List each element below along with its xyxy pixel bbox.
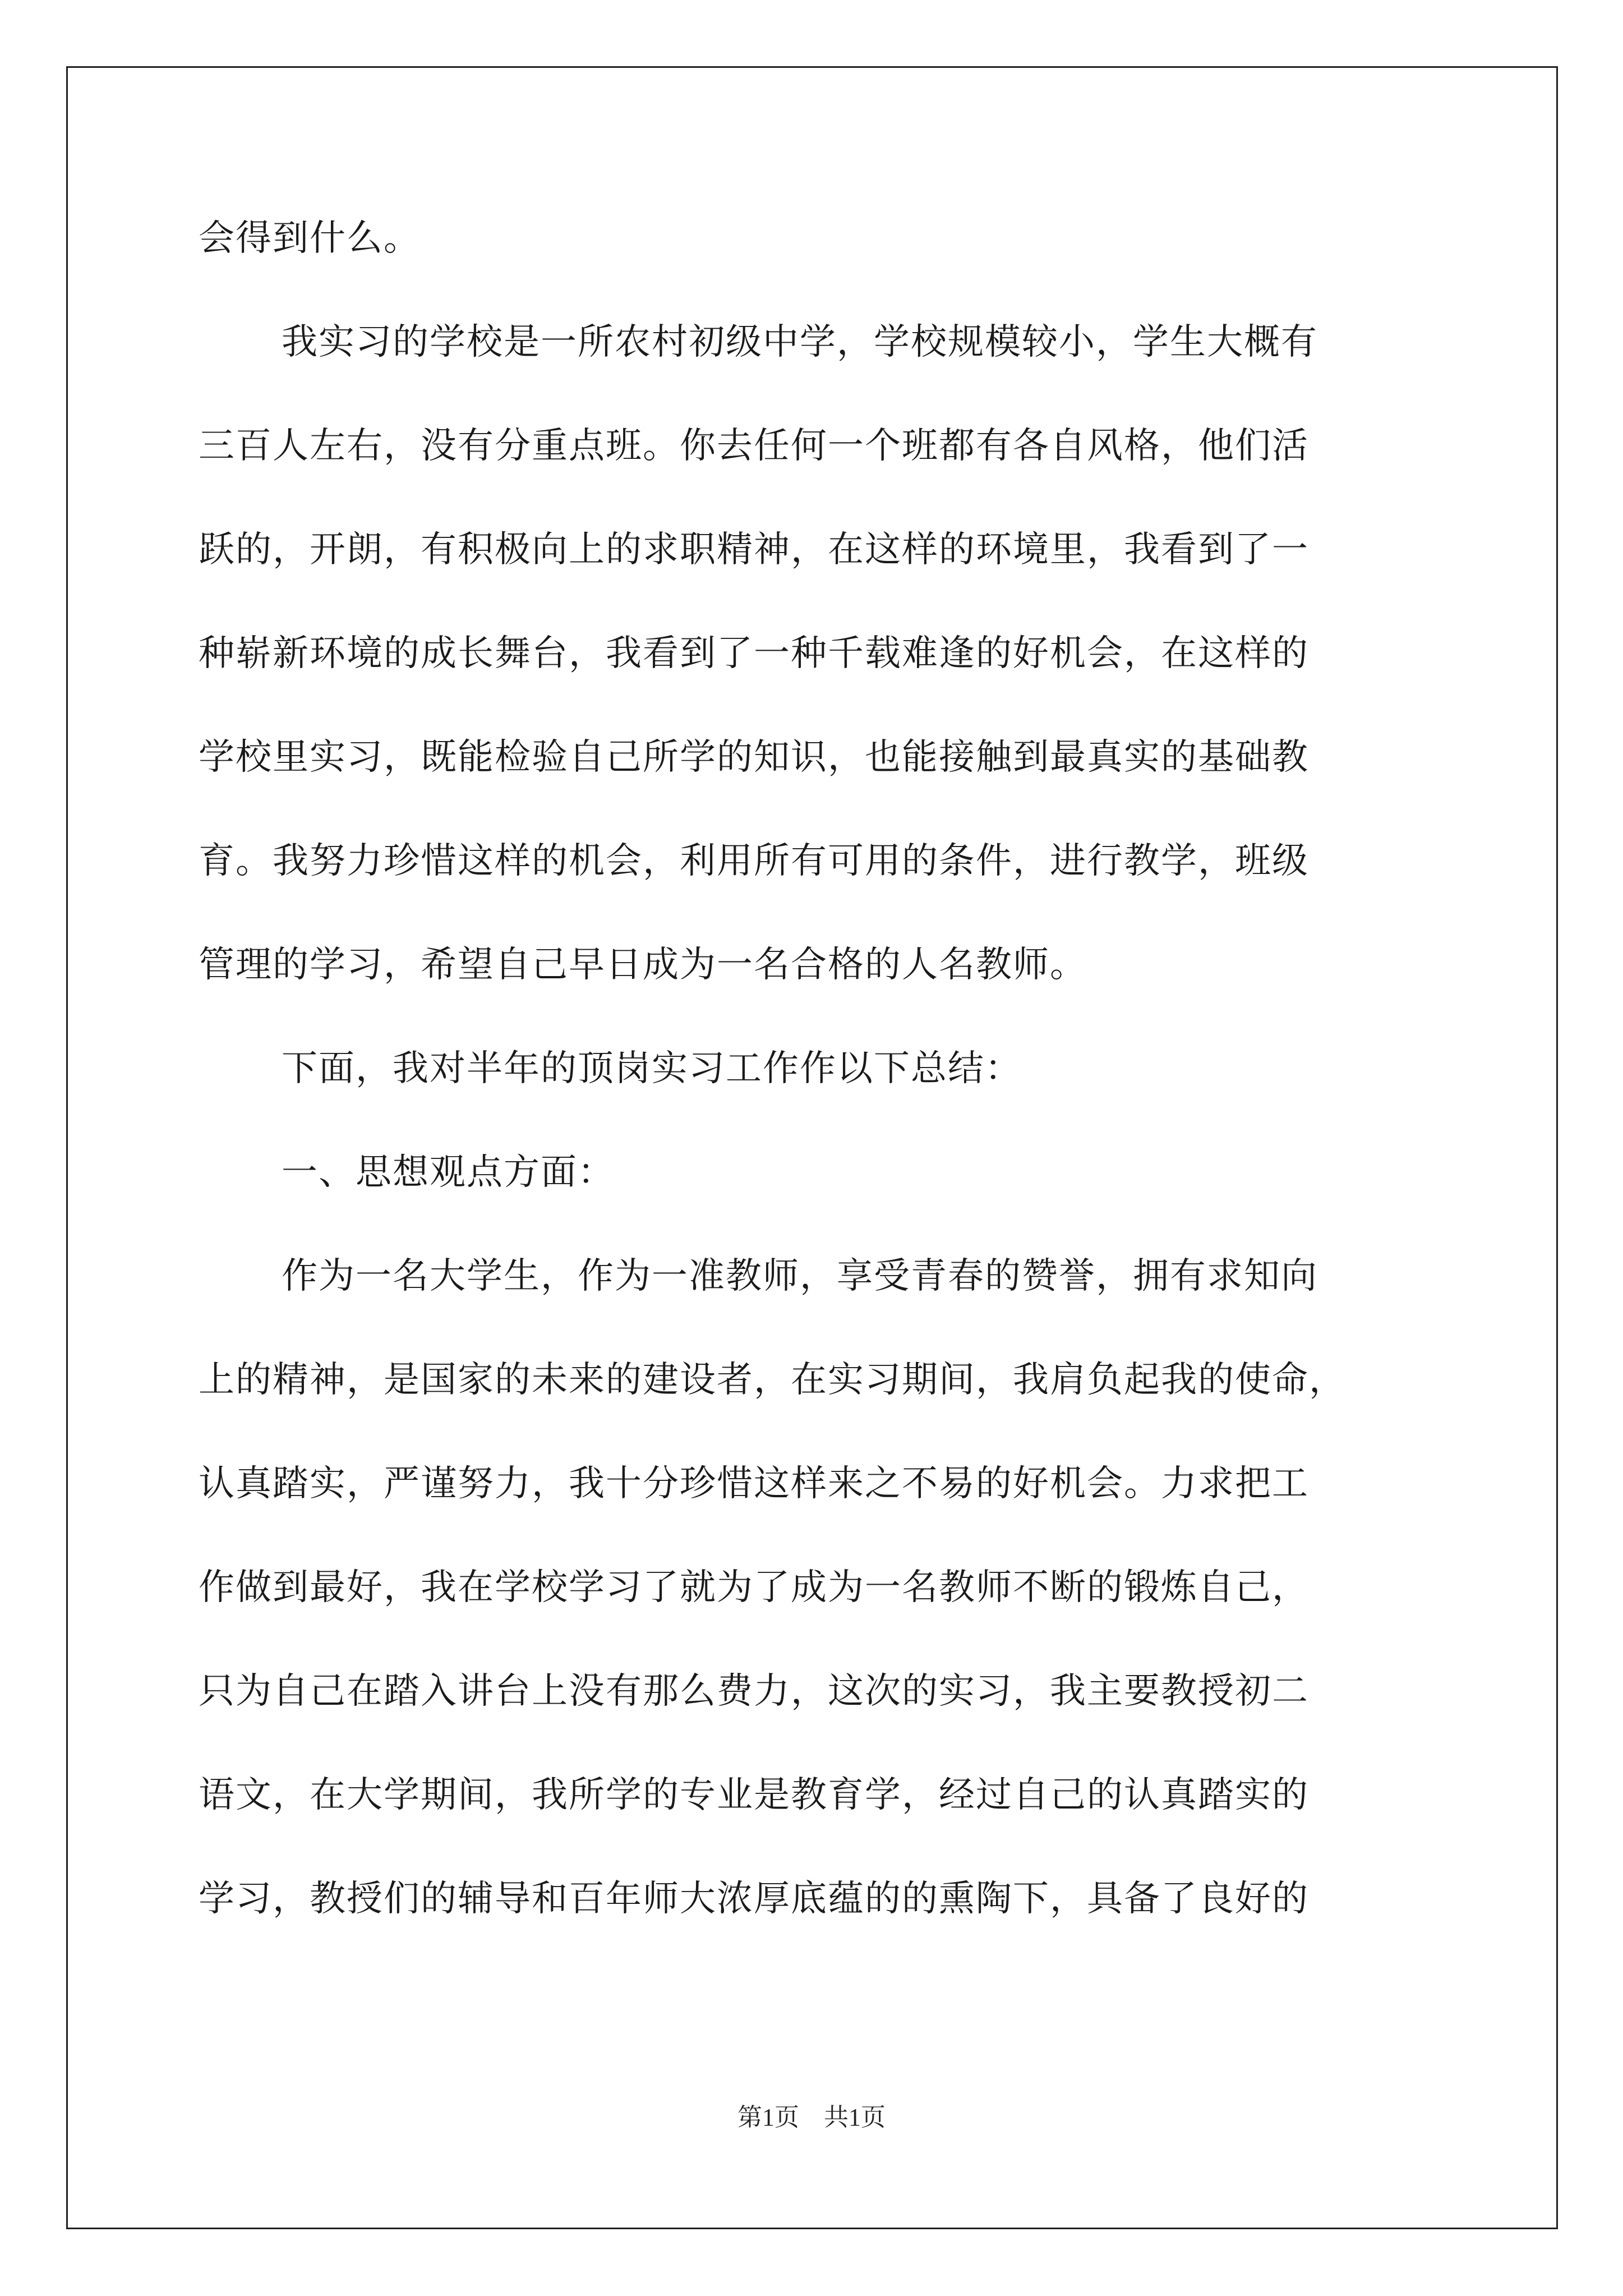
text-line: 认真踏实，严谨努力，我十分珍惜这样来之不易的好机会。力求把工	[199, 1463, 1309, 1504]
text-line: 语文，在大学期间，我所学的专业是教育学，经过自己的认真踏实的	[199, 1774, 1309, 1816]
text-line: 作做到最好，我在学校学习了就为了成为一名教师不断的锻炼自己，	[199, 1567, 1309, 1608]
text-line: 育。我努力珍惜这样的机会，利用所有可用的条件，进行教学，班级	[199, 840, 1309, 882]
text-line: 作为一名大学生，作为一准教师，享受青春的赞誉，拥有求知向	[282, 1255, 1318, 1297]
text-line: 三百人左右，没有分重点班。你去任何一个班都有各自风格，他们活	[199, 425, 1309, 467]
section-heading: 一、思想观点方面：	[282, 1152, 615, 1193]
text-line: 下面，我对半年的顶岗实习工作作以下总结：	[282, 1048, 1022, 1089]
text-line: 跃的，开朗，有积极向上的求职精神，在这样的环境里，我看到了一	[199, 529, 1309, 570]
text-line: 种崭新环境的成长舞台，我看到了一种千载难逢的好机会，在这样的	[199, 633, 1309, 674]
text-line: 学习，教授们的辅导和百年师大浓厚底蕴的的熏陶下，具备了良好的	[199, 1878, 1309, 1920]
text-line: 只为自己在踏入讲台上没有那么费力，这次的实习，我主要教授初二	[199, 1671, 1309, 1712]
text-line: 我实习的学校是一所农村初级中学，学校规模较小，学生大概有	[282, 321, 1318, 363]
document-body	[199, 210, 1432, 1975]
text-line: 学校里实习，既能检验自己所学的知识，也能接触到最真实的基础教	[199, 737, 1309, 778]
text-line: 上的精神，是国家的未来的建设者，在实习期间，我肩负起我的使命，	[199, 1359, 1346, 1401]
page-footer: 第1页 共1页	[737, 2104, 886, 2131]
text-line: 会得到什么。	[199, 218, 421, 259]
text-line: 管理的学习，希望自己早日成为一名合格的人名教师。	[199, 944, 1087, 986]
